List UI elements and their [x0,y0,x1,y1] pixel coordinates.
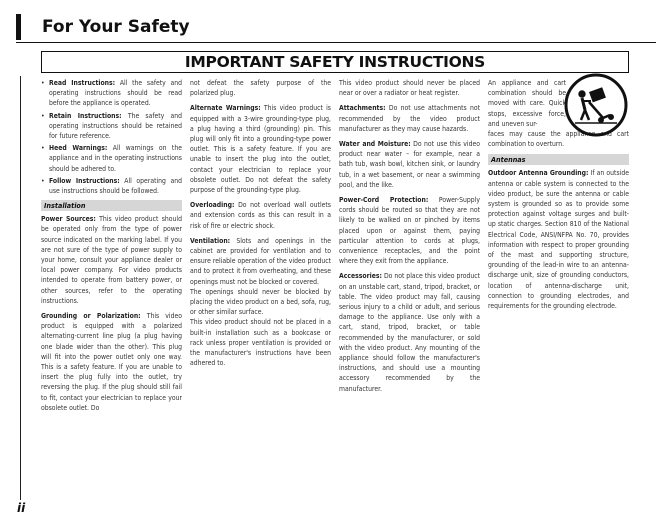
paragraph-text: This video product is equipped with a 3-wire grounding-type plug, a plug having a third (grounding) pin. This plug will only fit into a grounding-type power outlet. This is a safety feature. If you are unable to insert the plug into the outlet, contact your electrician to replace your obsolete outlet. Do not defeat the safety purpose of the grounding-type plug. [190,104,331,195]
bullet-dot: • [41,111,45,120]
paragraph-alternate-warnings [190,103,331,195]
left-margin-rule [20,76,21,500]
paragraph-ventilation-2: The openings should never be blocked by placing the video product on a bed, sofa, rug, or other similar surface. [190,287,331,317]
paragraph-accessories [339,271,480,393]
cart-tipover-warning-icon [563,72,629,138]
page-title: For Your Safety [42,17,190,37]
bullet-label: Heed Warnings: [49,144,108,153]
paragraph-label: Outdoor Antenna Grounding: [488,169,589,178]
bullet-text: The safety and operating instructions should be retained for future reference. [49,111,182,141]
paragraph-text: Do not place this video product on an unstable cart, stand, tripod, bracket, or table. The video product may fall, causing serious injury to a child or adult, and serious damage to the appliance. Use only with a cart, stand, tripod, bracket, or table recommended by the manufacturer, or sold with the video product. Any mounting of the appliance should follow the manufacturer's instructions, and should use a mounting accessory recommended by the manufacturer. [339,272,480,393]
column-1 [41,78,182,418]
bullet-dot: • [41,144,45,153]
paragraph-text: This video product is equipped with a polarized alternating-current line plug (a plug having one blade wider than the other). This plug will fit into the power outlet only one way. This is a safety feature. If you are unable to insert the plug fully into the outlet, try reversing the plug. If the plug should still fail to fit, contact your electrician to replace your obsolete outlet. Do [41,312,182,412]
banner-title: IMPORTANT SAFETY INSTRUCTIONS [184,53,486,71]
paragraph-text: Do not use this video product near water – for example, near a bath tub, wash bowl, kitchen sink, or laundry tub, in a wet basement, or near a swimming pool, and the like. [339,140,481,189]
paragraph-text: Do not overload wall outlets and extension cords as this can result in a risk of fire or electric shock. [190,201,331,230]
section-heading-antennas: Antennas [488,154,629,165]
paragraph-ventilation-3: This video product should not be placed in a built-in installation such as a bookcase or rack unless proper ventilation is provided or the manufacturer's instructions have been adhered to. [190,318,331,368]
paragraph-cart-warning-cont: faces may cause the appliance and cart combination to overturn. [488,130,629,149]
paragraph-water-moisture [339,139,480,190]
paragraph-label: Accessories: [339,272,382,281]
paragraph-label: Power Sources: [41,215,96,224]
bullet-text: All the safety and operating instructions should be read before the appliance is operated. [49,79,183,108]
paragraph-label: Overloading: [190,201,235,210]
bullet-heed-warnings [41,143,182,174]
paragraph-ventilation [190,236,331,287]
column-4 [488,78,629,316]
paragraph-label: Attachments: [339,104,386,113]
paragraph-overloading [190,200,331,231]
bullet-retain-instructions [41,111,182,142]
bullet-dot: • [41,176,45,185]
bullet-label: Read Instructions: [49,79,116,87]
paragraph-attachments [339,103,480,134]
paragraph-continued: This video product should never be placed near or over a radiator or heat register. [339,79,480,98]
paragraph-text: This video product should be operated only from the type of power source indicated on the marking label. If you are not sure of the type of power supply to your home, consult your appliance dealer or local power company. For video products intended to operate from battery power, or other sources, refer to the operating instructions. [41,215,182,305]
paragraph-power-cord [339,195,480,266]
bullet-dot: • [41,79,45,87]
page-header [16,14,656,40]
bullet-text: All operating and use instructions should be followed. [49,176,182,196]
paragraph-text: If an outside antenna or cable system is connected to the video product, be sure the antenna or cable system is grounded so as to provide some protection against voltage surges and built-up static charges. Section 810 of the National Electrical Code, ANSI/NFPA No. 70, provides information with respect to proper grounding of the mast and supporting structure, grounding of the lead-in wire to an antenna-discharge unit, size of grounding conductors, location of antenna-discharge unit, connection to grounding electrodes, and requirements for the grounding electrode. [488,169,629,311]
paragraph-text: Slots and openings in the cabinet are provided for ventilation and to ensure reliable operation of the video product and to protect it from overheating, and these openings must not be blocked or covered. [190,236,331,286]
header-bar [16,14,21,40]
column-2 [190,78,331,373]
section-heading-installation: Installation [41,200,182,211]
paragraph-outdoor-antenna [488,168,629,311]
paragraph-label: Water and Moisture: [339,140,411,149]
paragraph-text: Do not use attachments not recommended by the video product manufacturer as they may cause hazards. [339,104,480,133]
bullet-follow-instructions [41,176,182,196]
safety-banner [41,51,629,73]
paragraph-label: Power-Cord Protection: [339,196,429,205]
paragraph-power-sources [41,214,182,306]
paragraph-continued: not defeat the safety purpose of the polarized plug. [190,79,331,98]
header-rule [16,42,656,43]
paragraph-cart-warning: An appliance and cart combination should be moved with care. Quick stops, excessive force, and uneven sur- [488,79,566,128]
paragraph-label: Ventilation: [190,236,231,245]
page-number: ii [17,501,26,515]
paragraph-label: Alternate Warnings: [190,104,261,113]
paragraph-grounding [41,311,182,413]
paragraph-text: Power-Supply cords should be routed so that they are not likely to be walked on or pinched by items placed upon or against them, paying particular attention to cords at plugs, convenience receptacles, and the point where they exit from the appliance. [339,196,480,266]
paragraph-label: Grounding or Polarization: [41,312,141,321]
bullet-read-instructions [41,78,182,109]
bullet-label: Retain Instructions: [49,111,122,120]
bullet-text: All warnings on the appliance and in the operating instructions should be adhered to. [49,144,182,173]
column-3 [339,78,480,399]
bullet-label: Follow Instructions: [49,176,120,185]
